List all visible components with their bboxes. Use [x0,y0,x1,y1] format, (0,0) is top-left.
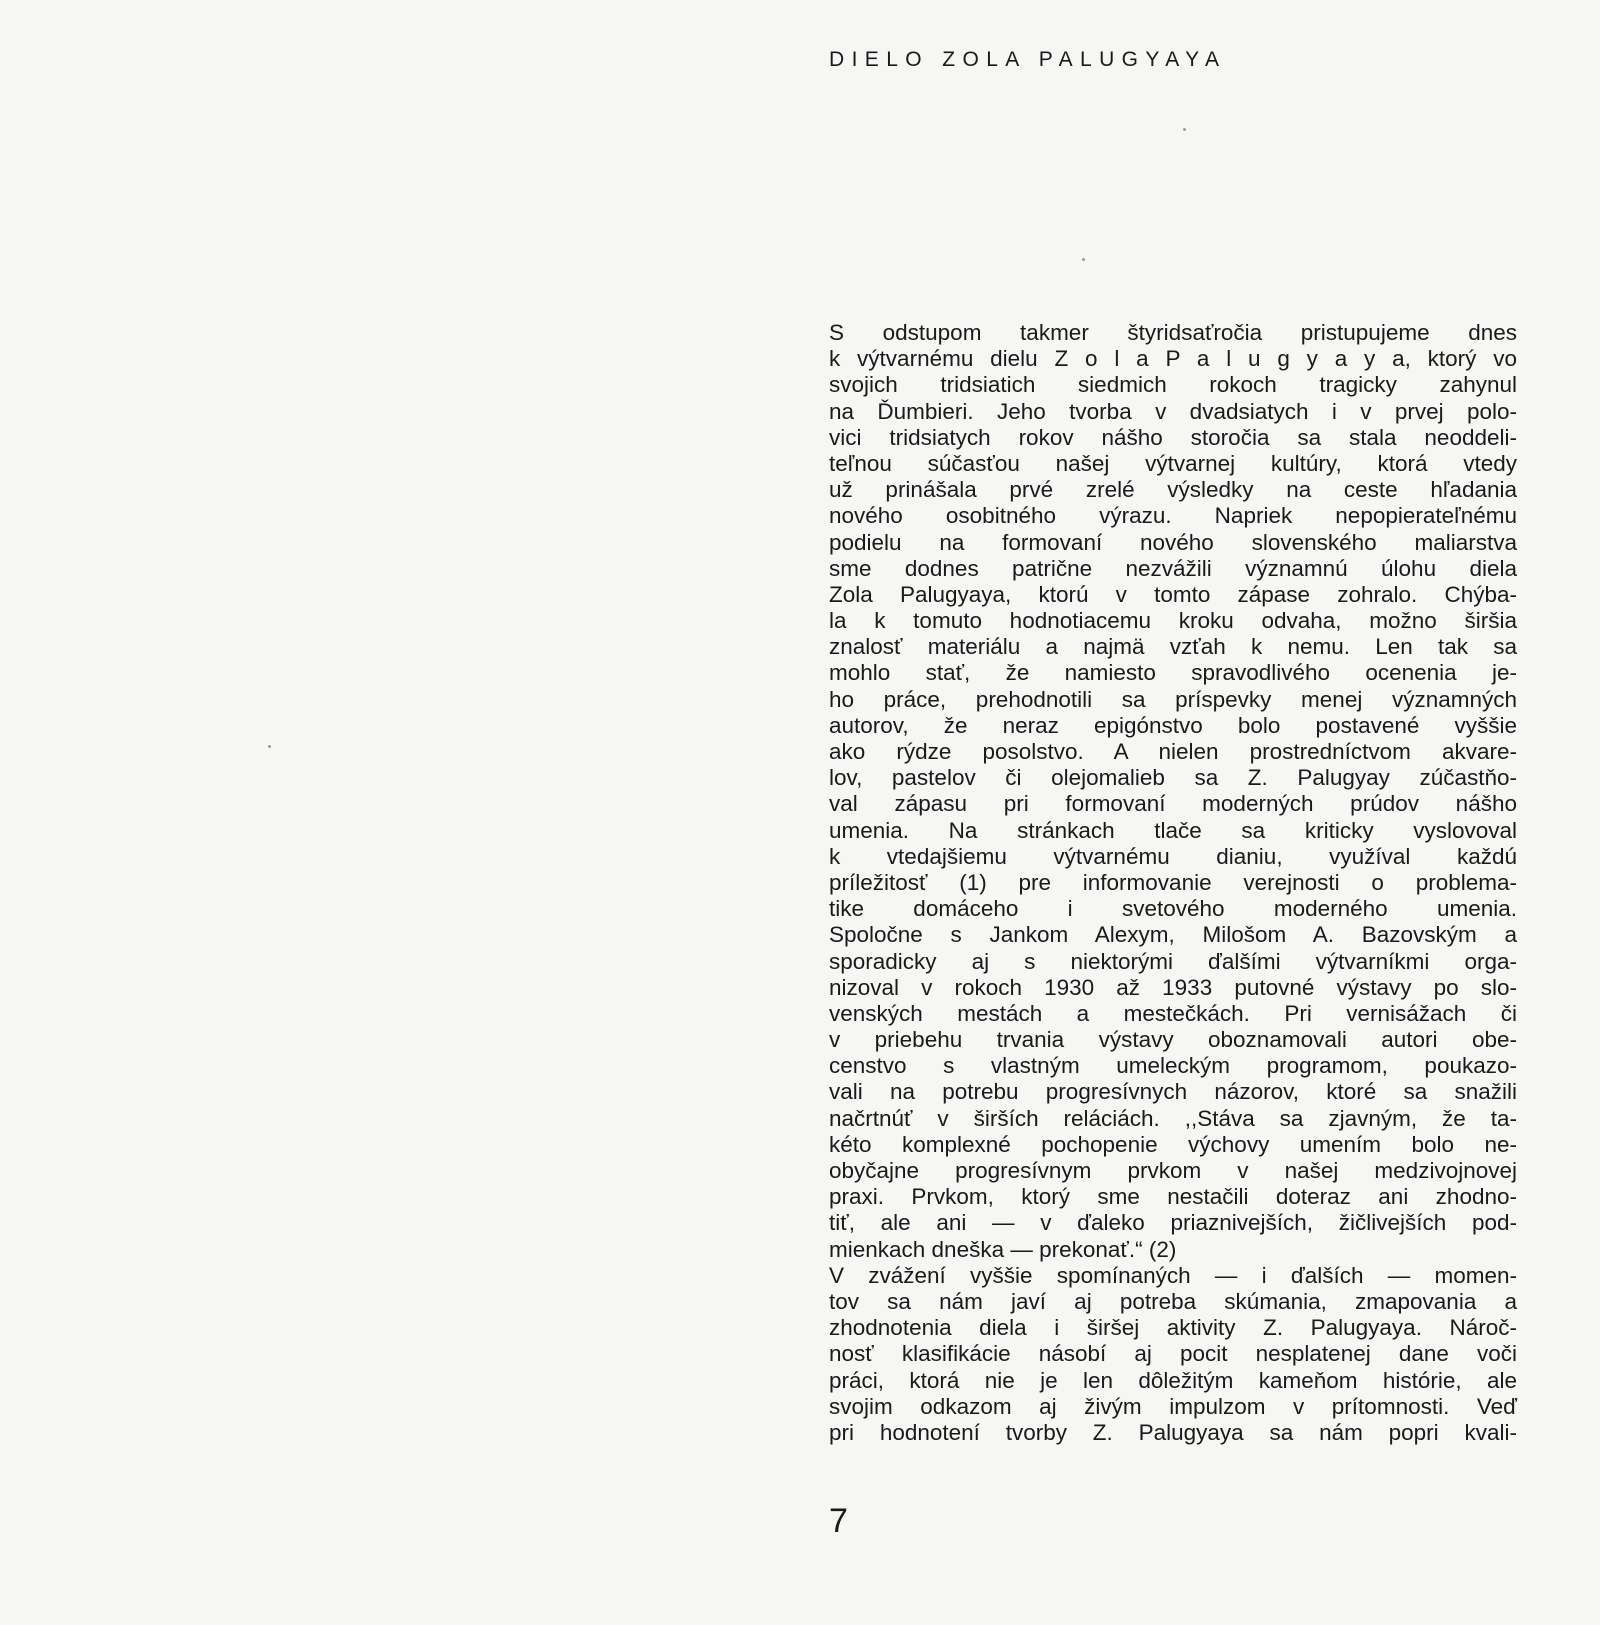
print-speck [1082,258,1085,261]
page-header-title: DIELO ZOLA PALUGYAYA [829,48,1227,71]
print-speck [1183,128,1186,131]
text-line: ho práce, prehodnotili sa príspevky menej významných [829,686,1517,712]
text-line: S odstupom takmer štyridsaťročia pristupujeme dnes [829,320,1517,345]
text-line: sporadicky aj s niektorými ďalšími výtvarníkmi orga- [829,948,1517,974]
text-line: ako rýdze posolstvo. A nielen prostredníctvom akvare- [829,739,1517,764]
body-text [829,320,1517,1446]
text-line: vici tridsiatych rokov nášho storočia sa stala neoddeli- [829,424,1517,450]
text-line: už prinášala prvé zrelé výsledky na ceste hľadania [829,477,1517,503]
text-line: k výtvarnému dielu Z o l a P a l u g y a y a, ktorý vo [829,346,1517,372]
text-line: pri hodnotení tvorby Z. Palugyaya sa nám popri kvali- [829,1419,1517,1445]
text-line: V zvážení vyššie spomínaných — i ďalších — momen- [829,1262,1517,1288]
print-speck [268,745,271,748]
text-line: tike domáceho i svetového moderného umenia. [829,896,1517,922]
text-line: praxi. Prvkom, ktorý sme nestačili doteraz ani zhodno- [829,1184,1517,1210]
text-line: podielu na formovaní nového slovenského maliarstva [829,529,1517,555]
text-line: v priebehu trvania výstavy oboznamovali autori obe- [829,1027,1517,1053]
text-line: nového osobitného výrazu. Napriek nepopierateľnému [829,503,1517,529]
text-line: svojim odkazom aj živým impulzom v prítomnosti. Veď [829,1393,1517,1419]
text-line: príležitosť (1) pre informovanie verejnosti o problema- [829,869,1517,895]
text-line: kéto komplexné pochopenie výchovy umením bolo ne- [829,1131,1517,1157]
page-number: 7 [829,1502,848,1540]
text-line: mohlo stať, že namiesto spravodlivého ocenenia je- [829,660,1517,686]
text-line: práci, ktorá nie je len dôležitým kameňom histórie, ale [829,1367,1517,1393]
text-line: načrtnúť v širších reláciách. ,,Stáva sa zjavným, že ta- [829,1105,1517,1131]
text-line: svojich tridsiatich siedmich rokoch tragicky zahynul [829,372,1517,398]
text-line: teľnou súčasťou našej výtvarnej kultúry, ktorá vtedy [829,450,1517,476]
text-line: tiť, ale ani — v ďaleko priaznivejších, žičlivejších pod- [829,1210,1517,1236]
text-line: obyčajne progresívnym prvkom v našej medzivojnovej [829,1158,1517,1183]
text-line: znalosť materiálu a najmä vzťah k nemu. Len tak sa [829,634,1517,660]
text-line: sme dodnes patrične nezvážili významnú úlohu diela [829,555,1517,581]
text-line: umenia. Na stránkach tlače sa kriticky vyslovoval [829,817,1517,843]
text-line: Spoločne s Jankom Alexym, Milošom A. Bazovským a [829,922,1517,948]
text-line: Zola Palugyaya, ktorú v tomto zápase zohralo. Chýba- [829,581,1517,607]
text-line: venských mestách a mestečkách. Pri vernisážach či [829,1000,1517,1026]
text-line: zhodnotenia diela i širšej aktivity Z. Palugyaya. Nároč- [829,1315,1517,1341]
text-line: val zápasu pri formovaní moderných prúdov nášho [829,791,1517,817]
text-line: tov sa nám javí aj potreba skúmania, zmapovania a [829,1288,1517,1314]
text-line: nizoval v rokoch 1930 až 1933 putovné výstavy po slo- [829,974,1517,1000]
text-line: censtvo s vlastným umeleckým programom, poukazo- [829,1053,1517,1079]
text-line: autorov, že neraz epigónstvo bolo postavené vyššie [829,712,1517,738]
text-line: lov, pastelov či olejomalieb sa Z. Palugyay zúčastňo- [829,765,1517,791]
text-line: nosť klasifikácie násobí aj pocit nesplatenej dane voči [829,1341,1517,1367]
text-line: k vtedajšiemu výtvarnému dianiu, využíval každú [829,843,1517,869]
text-line: na Ďumbieri. Jeho tvorba v dvadsiatych i v prvej polo- [829,398,1517,424]
text-line: la k tomuto hodnotiacemu kroku odvaha, možno širšia [829,608,1517,634]
text-line: mienkach dneška — prekonať.“ (2) [829,1236,1177,1262]
text-line: vali na potrebu progresívnych názorov, ktoré sa snažili [829,1079,1517,1105]
